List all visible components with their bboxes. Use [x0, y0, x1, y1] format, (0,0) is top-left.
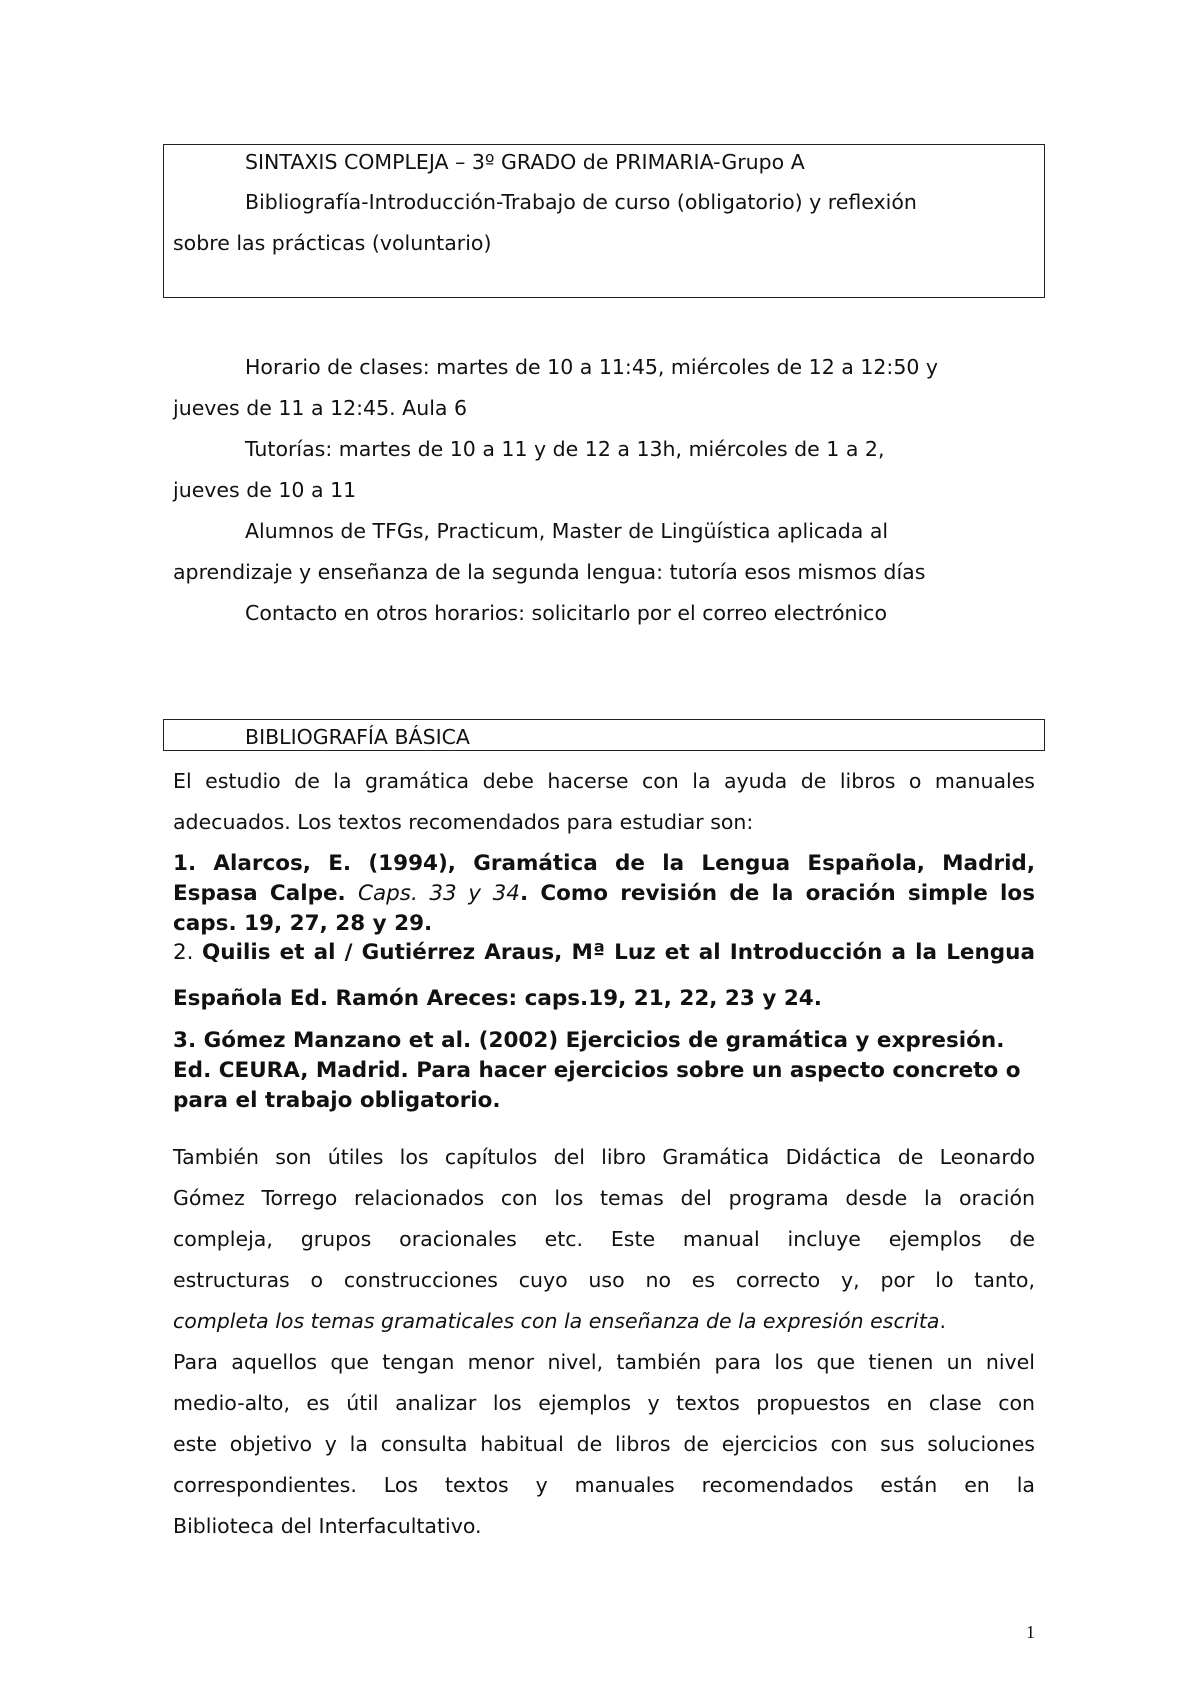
document-title: SINTAXIS COMPLEJA – 3º GRADO de PRIMARIA-Grupo A	[245, 150, 805, 174]
contacto-line: Contacto en otros horarios: solicitarlo por el correo electrónico	[245, 601, 887, 625]
horario-line1: Horario de clases: martes de 10 a 11:45, miércoles de 12 a 12:50 y	[245, 355, 939, 379]
bibliography-item-1-line3: caps. 19, 27, 28 y 29.	[173, 911, 433, 936]
caps-italic: Caps. 33 y 34	[357, 881, 520, 906]
paragraph-1-line1: También son útiles los capítulos del libro Gramática Didáctica de Leonardo	[173, 1145, 1035, 1169]
paragraph-1-line5: completa los temas gramaticales con la enseñanza de la expresión escrita.	[173, 1309, 946, 1333]
paragraph-2-line1: Para aquellos que tengan menor nivel, también para los que tienen un nivel	[173, 1350, 1035, 1374]
bibliography-item-3-line2: Ed. CEURA, Madrid. Para hacer ejercicios sobre un aspecto concreto o	[173, 1058, 1021, 1083]
tutorias-line2: jueves de 10 a 11	[173, 478, 357, 502]
bibliography-item-1-line1: 1. Alarcos, E. (1994), Gramática de la Lengua Española, Madrid,	[173, 851, 1035, 876]
bibliography-item-3-line1: 3. Gómez Manzano et al. (2002) Ejercicios de gramática y expresión.	[173, 1028, 1005, 1053]
paragraph-2-line4: correspondientes. Los textos y manuales recomendados están en la	[173, 1473, 1035, 1497]
paragraph-2-line5: Biblioteca del Interfacultativo.	[173, 1514, 482, 1538]
paragraph-1-line2: Gómez Torrego relacionados con los temas del programa desde la oración	[173, 1186, 1035, 1210]
bibliografia-heading: BIBLIOGRAFÍA BÁSICA	[245, 725, 470, 749]
horario-line2: jueves de 11 a 12:45. Aula 6	[173, 396, 468, 420]
paragraph-2-line2: medio-alto, es útil analizar los ejemplos y textos propuestos en clase con	[173, 1391, 1035, 1415]
paragraph-1-line3: compleja, grupos oracionales etc. Este manual incluye ejemplos de	[173, 1227, 1035, 1251]
paragraph-2-line3: este objetivo y la consulta habitual de libros de ejercicios con sus soluciones	[173, 1432, 1035, 1456]
bibliography-item-2-line1: 2. Quilis et al / Gutiérrez Araus, Mª Luz et al Introducción a la Lengua	[173, 940, 1035, 965]
intro-line2: adecuados. Los textos recomendados para estudiar son:	[173, 810, 754, 834]
bibliography-item-3-line3: para el trabajo obligatorio.	[173, 1088, 501, 1113]
tutorias-line1: Tutorías: martes de 10 a 11 y de 12 a 13h, miércoles de 1 a 2,	[245, 437, 885, 461]
bibliography-item-1-line2: Espasa Calpe. Caps. 33 y 34. Como revisión de la oración simple los	[173, 881, 1035, 906]
paragraph-1-line4: estructuras o construcciones cuyo uso no es correcto y, por lo tanto,	[173, 1268, 1035, 1292]
bibliography-item-2-line2: Española Ed. Ramón Areces: caps.19, 21, 22, 23 y 24.	[173, 986, 822, 1011]
document-subtitle-line1: Bibliografía-Introducción-Trabajo de curso (obligatorio) y reflexión	[245, 190, 917, 214]
document-subtitle-line2: sobre las prácticas (voluntario)	[173, 231, 492, 255]
alumnos-line1: Alumnos de TFGs, Practicum, Master de Lingüística aplicada al	[245, 519, 889, 543]
alumnos-line2: aprendizaje y enseñanza de la segunda lengua: tutoría esos mismos días	[173, 560, 926, 584]
intro-line1: El estudio de la gramática debe hacerse con la ayuda de libros o manuales	[173, 769, 1035, 793]
page-number: 1	[1026, 1622, 1035, 1642]
